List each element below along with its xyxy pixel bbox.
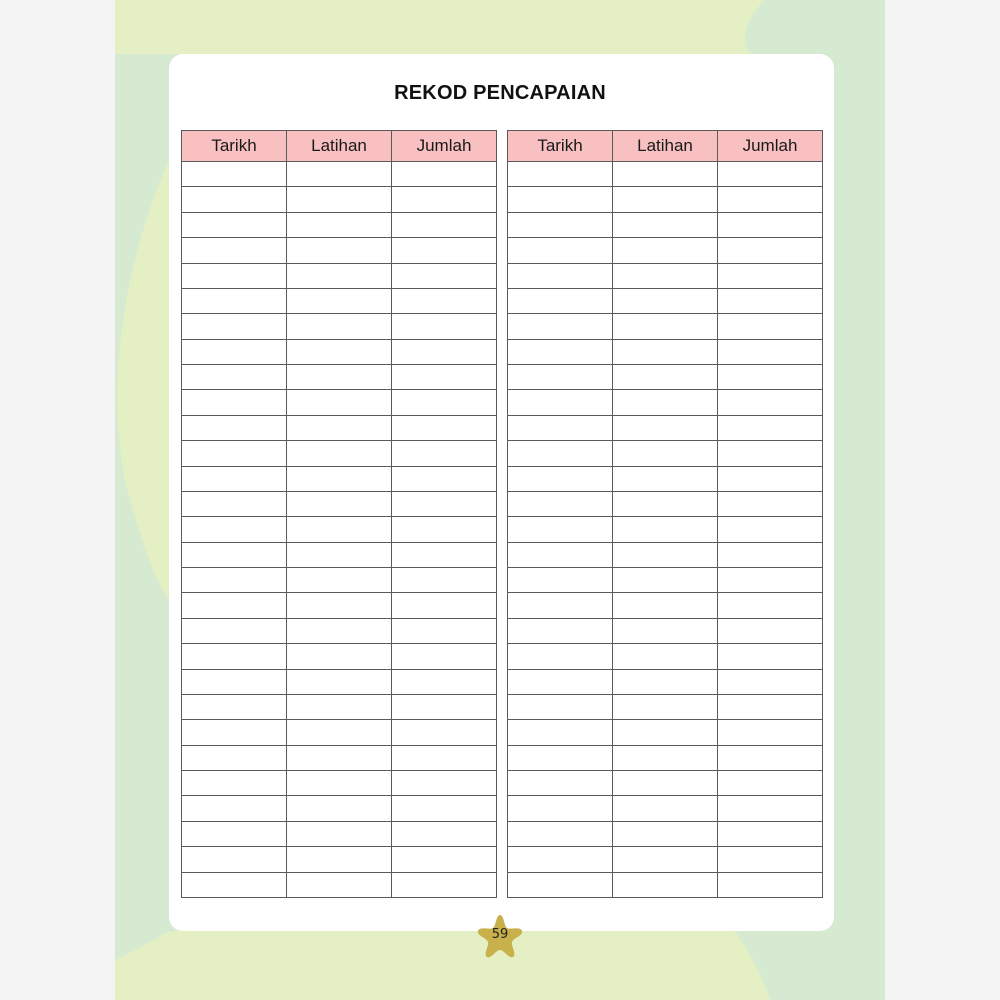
total-cell [718,288,823,313]
achievement-table-right [507,130,823,898]
exercise-cell [613,694,718,719]
exercise-cell [613,720,718,745]
total-cell [392,441,497,466]
date-cell [508,644,613,669]
table-row [182,821,497,846]
exercise-cell [287,212,392,237]
date-cell [182,568,287,593]
exercise-cell [287,390,392,415]
date-cell [508,821,613,846]
exercise-cell [287,720,392,745]
total-cell [718,568,823,593]
total-cell [718,644,823,669]
exercise-cell [287,872,392,898]
table-row [182,644,497,669]
date-cell [182,187,287,212]
total-cell [392,187,497,212]
date-cell [182,542,287,567]
total-cell [718,390,823,415]
table-row [182,288,497,313]
date-cell [508,517,613,542]
date-cell [508,720,613,745]
date-cell [508,669,613,694]
table-row [182,771,497,796]
table-row [508,466,823,491]
table-row [182,187,497,212]
achievement-table-left [181,130,497,898]
table-row [508,288,823,313]
date-cell [182,441,287,466]
table-row [182,441,497,466]
table-row [508,568,823,593]
total-cell [392,644,497,669]
exercise-cell [287,694,392,719]
table-row [508,339,823,364]
table-row [182,339,497,364]
exercise-cell [287,644,392,669]
date-cell [508,618,613,643]
exercise-cell [287,771,392,796]
table-row [508,238,823,263]
exercise-cell [613,593,718,618]
date-cell [508,314,613,339]
table-row [182,238,497,263]
table-row [508,365,823,390]
exercise-cell [613,517,718,542]
column-header-date: Tarikh [508,131,613,162]
exercise-cell [287,314,392,339]
table-row [508,745,823,770]
total-cell [392,212,497,237]
date-cell [182,238,287,263]
date-cell [508,441,613,466]
date-cell [182,618,287,643]
table-row [182,314,497,339]
total-cell [718,187,823,212]
exercise-cell [613,263,718,288]
table-row [508,618,823,643]
date-cell [508,365,613,390]
exercise-cell [287,441,392,466]
exercise-cell [613,644,718,669]
total-cell [718,872,823,898]
date-cell [508,288,613,313]
table-header-row [182,131,497,162]
date-cell [508,390,613,415]
exercise-cell [287,821,392,846]
column-header-exercise: Latihan [613,131,718,162]
table-row [508,720,823,745]
total-cell [392,517,497,542]
total-cell [718,593,823,618]
table-row [508,872,823,898]
exercise-cell [287,745,392,770]
table-row [508,162,823,187]
date-cell [182,644,287,669]
exercise-cell [287,162,392,187]
exercise-cell [613,339,718,364]
total-cell [392,390,497,415]
date-cell [182,314,287,339]
exercise-cell [287,415,392,440]
date-cell [182,288,287,313]
date-cell [182,821,287,846]
total-cell [392,694,497,719]
exercise-cell [613,238,718,263]
date-cell [182,263,287,288]
date-cell [508,771,613,796]
exercise-cell [613,441,718,466]
total-cell [718,669,823,694]
column-header-total: Jumlah [718,131,823,162]
total-cell [392,593,497,618]
total-cell [392,365,497,390]
table-row [182,415,497,440]
exercise-cell [613,288,718,313]
exercise-cell [613,466,718,491]
date-cell [182,669,287,694]
total-cell [392,542,497,567]
total-cell [392,339,497,364]
exercise-cell [287,618,392,643]
exercise-cell [287,466,392,491]
date-cell [508,466,613,491]
date-cell [182,390,287,415]
date-cell [508,872,613,898]
total-cell [718,339,823,364]
table-row [182,390,497,415]
date-cell [182,593,287,618]
date-cell [182,872,287,898]
total-cell [718,821,823,846]
total-cell [718,162,823,187]
date-cell [508,542,613,567]
date-cell [182,365,287,390]
date-cell [508,694,613,719]
total-cell [392,568,497,593]
exercise-cell [613,821,718,846]
table-row [182,847,497,872]
exercise-cell [613,669,718,694]
date-cell [508,187,613,212]
exercise-cell [613,162,718,187]
column-header-total: Jumlah [392,131,497,162]
table-row [508,415,823,440]
total-cell [392,263,497,288]
table-row [508,263,823,288]
total-cell [392,466,497,491]
total-cell [718,694,823,719]
table-header-row [508,131,823,162]
total-cell [392,720,497,745]
total-cell [718,618,823,643]
table-row [182,365,497,390]
exercise-cell [287,339,392,364]
table-row [508,491,823,516]
exercise-cell [613,542,718,567]
table-row [182,618,497,643]
date-cell [508,415,613,440]
exercise-cell [613,187,718,212]
table-row [182,720,497,745]
table-row [508,847,823,872]
date-cell [182,466,287,491]
exercise-cell [613,745,718,770]
table-row [508,644,823,669]
table-row [508,593,823,618]
table-row [182,517,497,542]
table-row [182,694,497,719]
table-row [182,568,497,593]
total-cell [718,415,823,440]
total-cell [718,771,823,796]
table-row [182,669,497,694]
total-cell [718,466,823,491]
date-cell [182,694,287,719]
date-cell [508,847,613,872]
total-cell [392,745,497,770]
date-cell [182,745,287,770]
table-row [508,694,823,719]
exercise-cell [613,212,718,237]
total-cell [392,872,497,898]
date-cell [508,339,613,364]
total-cell [718,263,823,288]
total-cell [392,415,497,440]
exercise-cell [287,263,392,288]
table-row [182,491,497,516]
table-row [508,771,823,796]
exercise-cell [287,593,392,618]
table-row [508,796,823,821]
table-row [508,390,823,415]
date-cell [182,339,287,364]
total-cell [718,314,823,339]
table-row [182,466,497,491]
table-row [182,796,497,821]
date-cell [508,491,613,516]
date-cell [182,847,287,872]
date-cell [182,415,287,440]
exercise-cell [287,238,392,263]
date-cell [508,238,613,263]
column-header-date: Tarikh [182,131,287,162]
total-cell [718,847,823,872]
page-title: REKOD PENCAPAIAN [394,82,606,104]
exercise-cell [613,618,718,643]
table-row [182,162,497,187]
date-cell [182,517,287,542]
page-number: 59 [491,927,509,942]
total-cell [718,542,823,567]
exercise-cell [613,314,718,339]
table-row [508,212,823,237]
table-row [182,212,497,237]
table-row [508,821,823,846]
total-cell [718,796,823,821]
date-cell [508,568,613,593]
table-row [508,669,823,694]
date-cell [182,720,287,745]
table-row [182,542,497,567]
exercise-cell [287,568,392,593]
total-cell [718,441,823,466]
exercise-cell [287,288,392,313]
total-cell [392,162,497,187]
exercise-cell [613,847,718,872]
exercise-cell [287,187,392,212]
total-cell [718,365,823,390]
exercise-cell [287,796,392,821]
exercise-cell [613,365,718,390]
date-cell [182,491,287,516]
exercise-cell [613,415,718,440]
column-header-exercise: Latihan [287,131,392,162]
date-cell [508,745,613,770]
table-row [508,517,823,542]
exercise-cell [613,390,718,415]
date-cell [508,593,613,618]
total-cell [718,212,823,237]
exercise-cell [613,491,718,516]
total-cell [392,796,497,821]
exercise-cell [613,771,718,796]
date-cell [182,212,287,237]
exercise-cell [613,796,718,821]
table-row [508,314,823,339]
table-row [508,441,823,466]
date-cell [508,162,613,187]
total-cell [718,720,823,745]
table-row [508,542,823,567]
total-cell [392,669,497,694]
total-cell [718,517,823,542]
date-cell [508,796,613,821]
table-row [182,263,497,288]
exercise-cell [613,568,718,593]
exercise-cell [287,365,392,390]
total-cell [718,238,823,263]
total-cell [718,491,823,516]
table-row [182,593,497,618]
total-cell [392,847,497,872]
total-cell [392,238,497,263]
date-cell [508,212,613,237]
table-row [182,745,497,770]
date-cell [182,771,287,796]
date-cell [182,796,287,821]
table-row [508,187,823,212]
total-cell [718,745,823,770]
exercise-cell [287,491,392,516]
table-row [182,872,497,898]
total-cell [392,288,497,313]
total-cell [392,821,497,846]
total-cell [392,618,497,643]
exercise-cell [287,542,392,567]
date-cell [508,263,613,288]
exercise-cell [287,669,392,694]
date-cell [182,162,287,187]
exercise-cell [287,517,392,542]
total-cell [392,771,497,796]
total-cell [392,491,497,516]
exercise-cell [613,872,718,898]
exercise-cell [287,847,392,872]
total-cell [392,314,497,339]
